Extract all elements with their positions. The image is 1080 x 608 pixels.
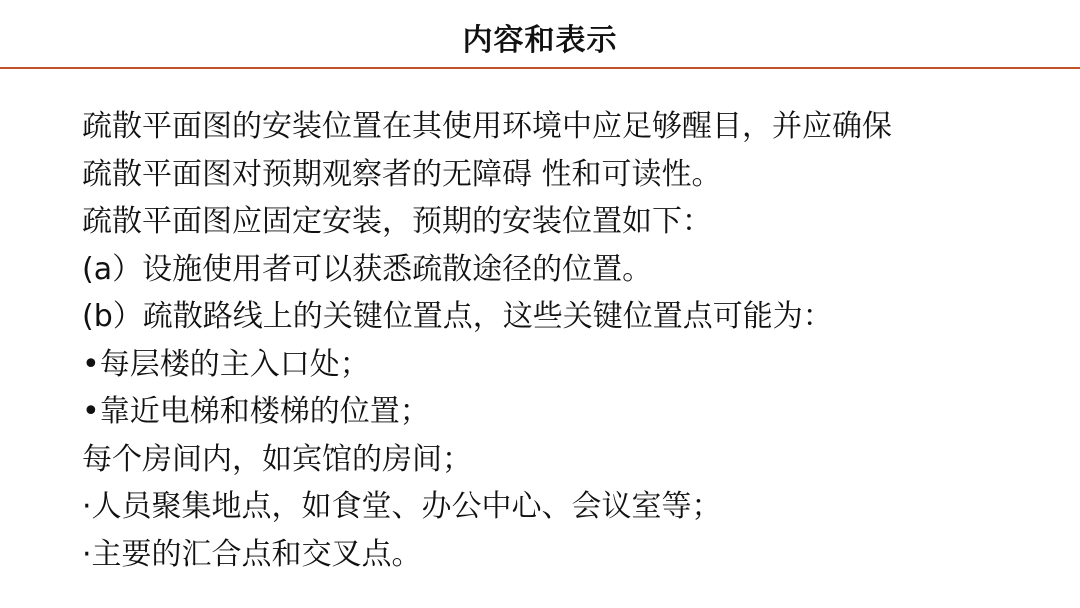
list-item-a: (a）设施使用者可以获悉疏散途径的位置。 xyxy=(82,251,653,287)
body-text xyxy=(82,103,1042,578)
title-divider xyxy=(0,67,1080,69)
paragraph-line: 疏散平面图应固定安装，预期的安装位置如下： xyxy=(82,204,712,239)
paragraph-line: 疏散平面图的安装位置在其使用环境中应足够醒目，并应确保 xyxy=(82,109,892,144)
list-item-b: (b）疏散路线上的关键位置点，这些关键位置点可能为： xyxy=(82,299,833,334)
bullet-item: ·主要的汇合点和交叉点。 xyxy=(82,536,422,572)
paragraph-line: 每个房间内，如宾馆的房间； xyxy=(82,441,472,477)
paragraph-line: 疏散平面图对预期观察者的无障碍 性和可读性。 xyxy=(82,156,722,192)
bullet-item: •每层楼的主入口处； xyxy=(82,346,370,382)
bullet-item: •靠近电梯和楼梯的位置； xyxy=(82,394,430,429)
bullet-item: ·人员聚集地点，如食堂、办公中心、会议室等； xyxy=(82,489,722,524)
slide-title: 内容和表示 xyxy=(462,23,618,58)
